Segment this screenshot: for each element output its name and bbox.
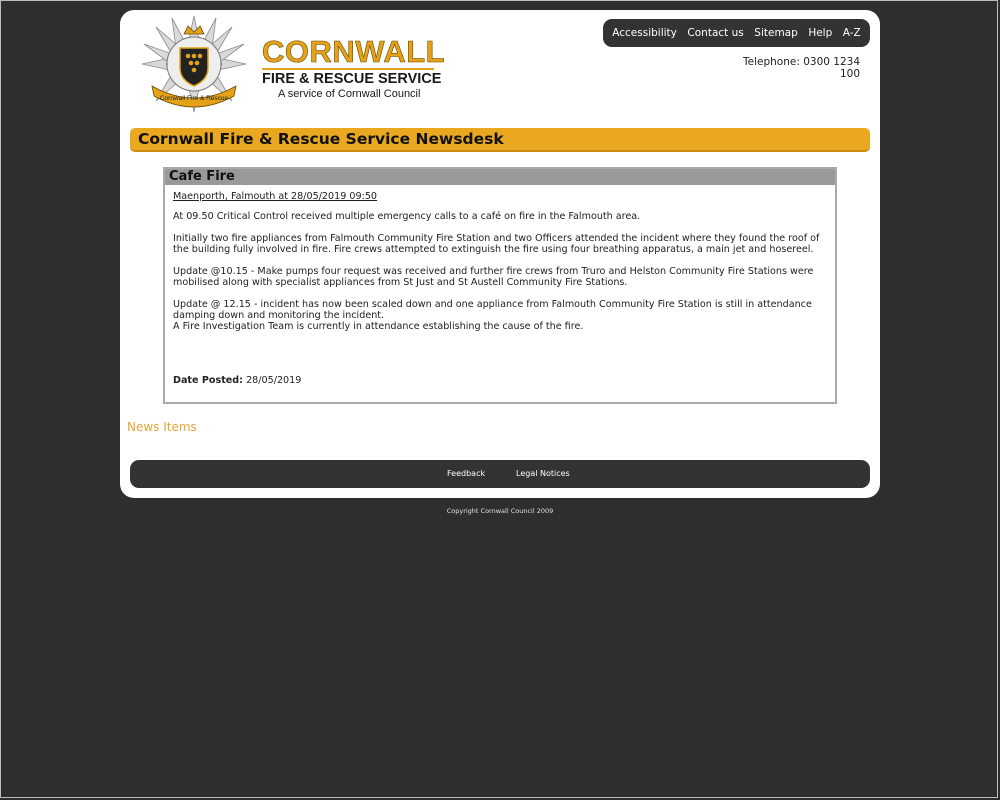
fire-service-crest-icon <box>138 14 250 114</box>
nav-sitemap[interactable]: Sitemap <box>754 27 798 39</box>
nav-contact-us[interactable]: Contact us <box>687 27 744 39</box>
article-body <box>165 185 835 332</box>
article-paragraph: Update @10.15 - Make pumps four request was received and further fire crews from Truro and Helston Community Fire Stations were mobilised along with specialist appliances from St Just and St Austell Community Fire Stations. <box>173 266 814 288</box>
article-paragraph: Initially two fire appliances from Falmouth Community Fire Station and two Officers attended the incident where they found the roof of the building fully involved in fire. Fire crews attempted to extinguish the fire using four breathing apparatus, a main jet and hosereel. <box>173 233 820 255</box>
cornwall-fire-logo[interactable] <box>138 14 446 114</box>
footer-feedback-link[interactable]: Feedback <box>447 469 486 478</box>
date-posted-value: 28/05/2019 <box>246 375 302 386</box>
section-title: Cornwall Fire & Rescue Service Newsdesk <box>130 128 870 152</box>
article-title: Cafe Fire <box>165 169 835 185</box>
telephone-number: Telephone: 0300 1234 100 <box>743 56 860 80</box>
article-location-date: Maenporth, Falmouth at 28/05/2019 09:50 <box>173 191 378 202</box>
content-card <box>120 10 880 498</box>
brand-tagline: A service of Cornwall Council <box>278 88 421 100</box>
date-posted-label: Date Posted: <box>173 375 243 386</box>
date-posted <box>173 375 301 386</box>
article-paragraph: At 09.50 Critical Control received multiple emergency calls to a café on fire in the Falmouth area. <box>173 211 641 222</box>
nav-accessibility[interactable]: Accessibility <box>612 27 677 39</box>
news-article <box>163 167 837 404</box>
footer-legal-notices-link[interactable]: Legal Notices <box>516 469 570 478</box>
nav-help[interactable]: Help <box>808 27 833 39</box>
nav-a-z[interactable]: A-Z <box>842 27 861 39</box>
brand-subtitle: FIRE & RESCUE SERVICE <box>262 68 434 87</box>
article-paragraph: A Fire Investigation Team is currently in attendance establishing the cause of the fire. <box>173 321 584 332</box>
article-paragraph: Update @ 12.15 - incident has now been scaled down and one appliance from Falmouth Community Fire Station is still in attendance damping down and monitoring the incident. <box>173 299 812 321</box>
crest-ribbon-text: Cornwall Fire & Rescue <box>159 95 229 102</box>
news-items-link[interactable]: News Items <box>127 420 197 434</box>
top-navigation <box>603 19 870 47</box>
brand-name: CORNWALL <box>262 34 446 69</box>
copyright-text: Copyright Cornwall Council 2009 <box>446 507 554 515</box>
footer-bar <box>130 460 870 488</box>
